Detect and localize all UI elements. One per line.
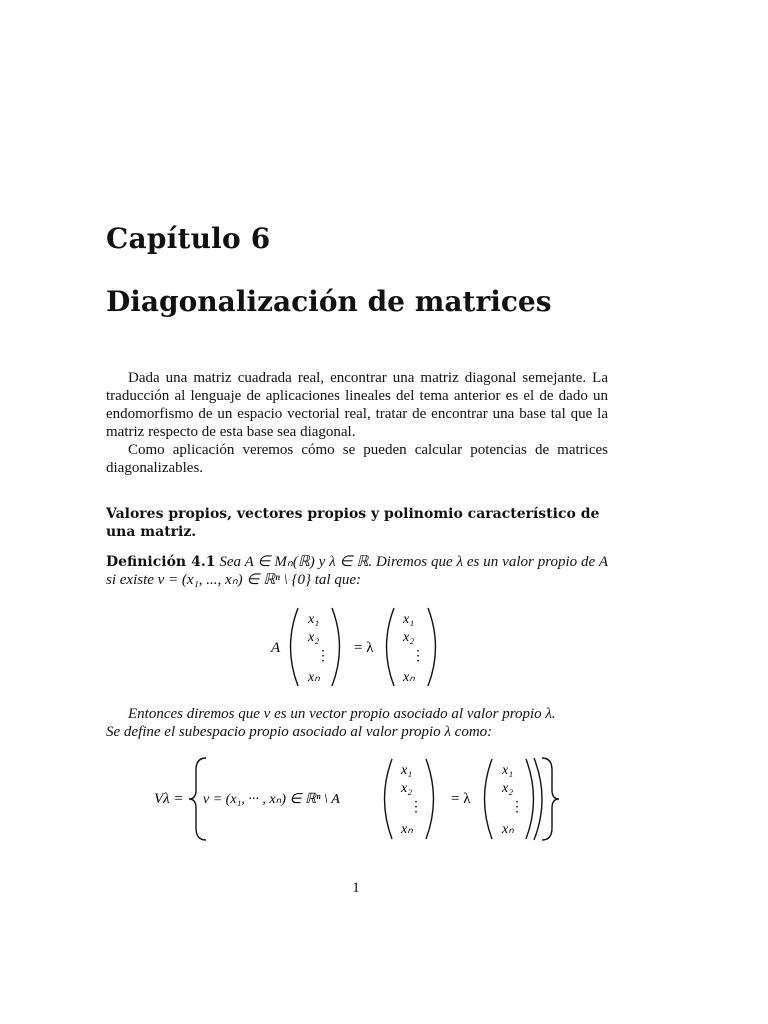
- eq2-left-paren-1: [385, 759, 393, 839]
- page-number: 1: [352, 880, 360, 896]
- eq1-entry-2: x₂: [308, 630, 320, 645]
- eq1-rhs-entry-3: ⋮: [411, 649, 425, 664]
- eq2-entry-4: xₙ: [401, 822, 413, 837]
- eq1-lhs: A: [271, 640, 281, 656]
- eq2-condition: v = (x₁, ··· , xₙ) ∈ ℝⁿ \ A: [203, 792, 340, 807]
- chapter-title: Diagonalización de matrices: [106, 285, 552, 318]
- eigenvector-line-1: Entonces diremos que v es un vector propio asociado al valor propio λ.: [128, 706, 556, 722]
- eq2-rhs-entry-3: ⋮: [510, 800, 524, 815]
- eq2-rhs-entry-1: x₁: [502, 763, 514, 778]
- eq2-lhs: Vλ =: [154, 791, 184, 807]
- eq1-entry-3: ⋮: [316, 649, 330, 664]
- eq2-entry-1: x₁: [401, 763, 413, 778]
- section-heading: Valores propios, vectores propios y polinomio característico de una matriz.: [106, 506, 600, 540]
- eq2-right-brace: [542, 758, 559, 840]
- definition-label: Definición 4.1: [106, 554, 216, 570]
- eq2-entry-3: ⋮: [409, 800, 423, 815]
- eq1-entry-4: xₙ: [308, 670, 320, 685]
- intro-paragraph-1: Dada una matriz cuadrada real, encontrar una matriz diagonal semejante. La traducción al lenguaje de aplicaciones lineales del tema anterior es el de dado un endomorfismo de un espacio vectorial real, tratar de encontrar una base tal que la matriz respecto de esta base sea diagonal.: [106, 370, 608, 440]
- eq2-outer-paren: [534, 758, 542, 840]
- eq1-equals: = λ: [354, 640, 374, 656]
- eq2-right-paren-2: [526, 759, 534, 839]
- eq1-rhs-entry-4: xₙ: [403, 670, 415, 685]
- eq1-rhs-entry-2: x₂: [403, 630, 415, 645]
- eq2-rhs-entry-4: xₙ: [502, 822, 514, 837]
- eq1-entry-1: x₁: [308, 612, 320, 627]
- eq2-right-paren-1: [426, 759, 434, 839]
- eq1-rhs-entry-1: x₁: [403, 612, 415, 627]
- eq2-left-paren-2: [485, 759, 493, 839]
- eq2-equals: = λ: [451, 791, 471, 807]
- eq2-entry-2: x₂: [401, 781, 413, 796]
- intro-paragraph-2: Como aplicación veremos cómo se pueden calcular potencias de matrices diagonalizables.: [106, 442, 608, 476]
- chapter-label: Capítulo 6: [106, 222, 271, 255]
- eigenspace-line-2: Se define el subespacio propio asociado al valor propio λ como:: [106, 724, 493, 740]
- definition-text: Sea A ∈ Mₙ(ℝ) y λ ∈ ℝ. Diremos que λ es un valor propio de A si existe v = (x₁, ..., xₙ) ∈ ℝⁿ \ {0} tal que:: [106, 554, 608, 588]
- eq2-rhs-entry-2: x₂: [502, 781, 514, 796]
